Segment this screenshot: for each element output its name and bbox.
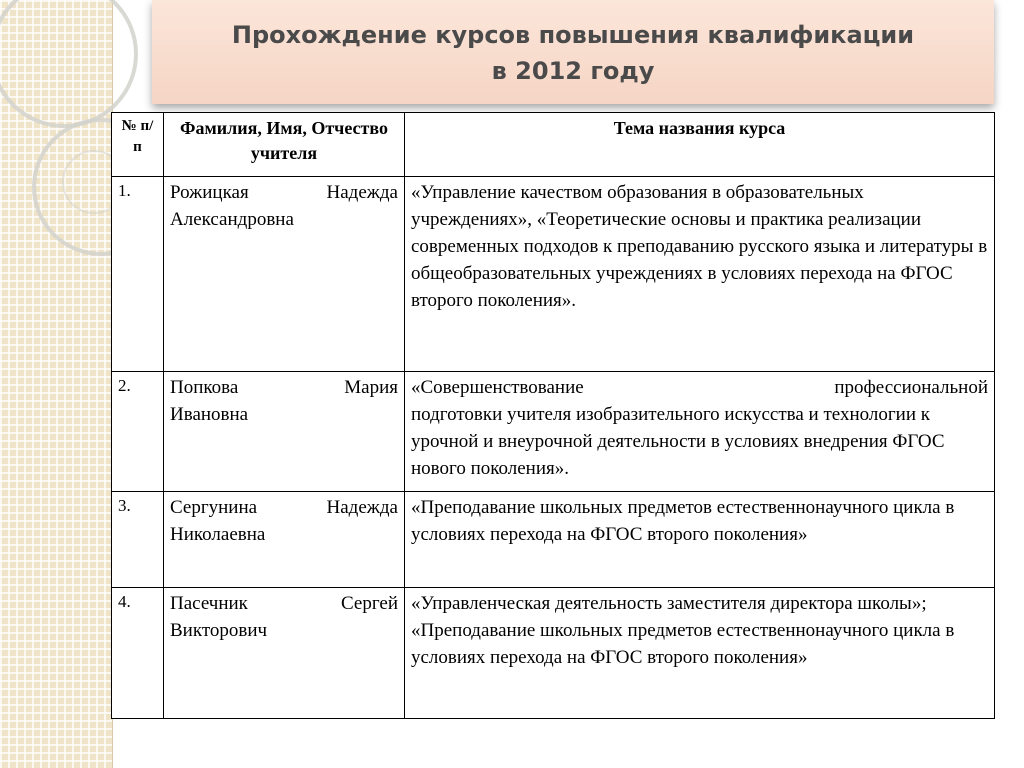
course-topic-rest: подготовки учителя изобразительного искусства и технологии к урочной и внеурочной деятельности в условиях внедрения ФГОС нового поколения».: [411, 404, 945, 479]
courses-table: [111, 112, 995, 719]
slide-title-line-1: Прохождение курсов повышения квалификации: [231, 21, 915, 49]
teacher-name: [164, 588, 405, 719]
teacher-name-line-2: Александровна: [170, 209, 294, 230]
decorative-ring: [0, 0, 138, 128]
table-row: [112, 492, 995, 588]
row-number: 1.: [112, 177, 164, 372]
slide-title-line-2: в 2012 году: [491, 57, 655, 85]
table-row: [112, 177, 995, 372]
teacher-name: [164, 177, 405, 372]
teacher-name-line-1: Рожицкая Надежда: [170, 182, 398, 203]
row-number: 4.: [112, 588, 164, 719]
teacher-name-line-1: Пасечник Сергей: [170, 593, 398, 614]
table-row: [112, 372, 995, 492]
teacher-name-line-2: Николаевна: [170, 524, 266, 545]
header-course-topic: Тема названия курса: [405, 113, 995, 177]
table-row: [112, 588, 995, 719]
table-header-row: [112, 113, 995, 177]
course-topic: «Преподавание школьных предметов естественнонаучного цикла в условиях перехода на ФГОС второго поколения»: [405, 492, 995, 588]
teacher-name: [164, 492, 405, 588]
course-topic: «Управленческая деятельность заместителя директора школы»; «Преподавание школьных предметов естественнонаучного цикла в условиях перехода на ФГОС второго поколения»: [405, 588, 995, 719]
teacher-name-line-1: Попкова Мария: [170, 377, 398, 398]
header-number: № п/п: [112, 113, 164, 177]
course-topic: [405, 372, 995, 492]
course-topic-line-1: «Совершенствование профессиональной: [411, 377, 988, 398]
teacher-name-line-2: Ивановна: [170, 404, 249, 425]
header-teacher-name: Фамилия, Имя, Отчество учителя: [164, 113, 405, 177]
teacher-name-line-2: Викторович: [170, 620, 268, 641]
teacher-name: [164, 372, 405, 492]
course-topic: «Управление качеством образования в образовательных учреждениях», «Теоретические основы и практика реализации современных подходов к преподаванию русского языка и литературы в общеобразовательных учреждениях в условиях перехода на ФГОС второго поколения».: [405, 177, 995, 372]
row-number: 3.: [112, 492, 164, 588]
row-number: 2.: [112, 372, 164, 492]
teacher-name-line-1: Сергунина Надежда: [170, 497, 398, 518]
slide-title-banner: [152, 0, 994, 104]
